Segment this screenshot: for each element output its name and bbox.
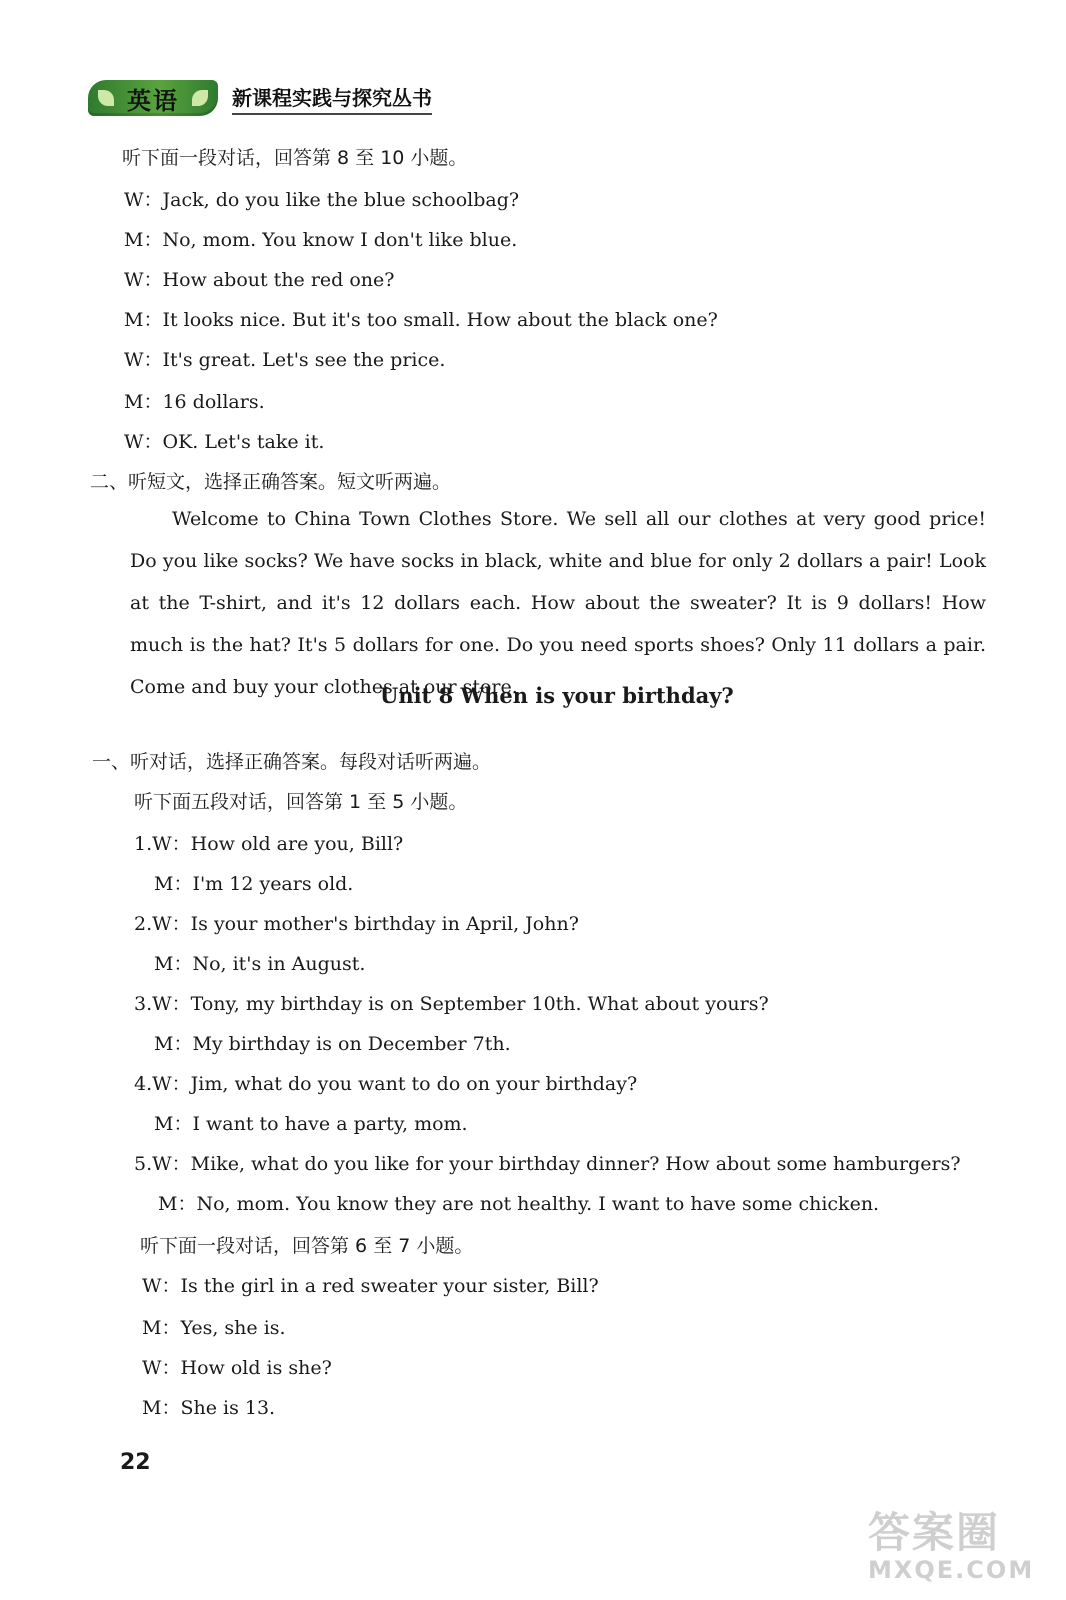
subject-label: 英语 [127, 86, 179, 115]
question-line: 5.W：Mike, what do you like for your birthday dinner? How about some hamburgers? [134, 1153, 961, 1175]
instruction-line: 听下面一段对话，回答第 6 至 7 小题。 [140, 1235, 474, 1257]
instruction-line: 听下面五段对话，回答第 1 至 5 小题。 [134, 791, 468, 813]
leaf-icon [98, 90, 114, 106]
dialogue-line: W：OK. Let's take it. [124, 431, 325, 453]
dialogue-line: W：How old is she? [142, 1357, 332, 1379]
question-line: 3.W：Tony, my birthday is on September 10th. What about yours? [134, 993, 769, 1015]
dialogue-line: M：Yes, she is. [142, 1317, 286, 1339]
dialogue-line: W：It's great. Let's see the price. [124, 349, 446, 371]
watermark-title: 答案圈 [868, 1508, 1001, 1557]
answer-line: M：No, mom. You know they are not healthy. I want to have some chicken. [158, 1193, 880, 1215]
dialogue-line: M：It looks nice. But it's too small. How about the black one? [124, 309, 718, 331]
passage-paragraph: Welcome to China Town Clothes Store. We sell all our clothes at very good price! Do you like socks? We have socks in black, white and blue for only 2 dollars a pair! Look at the T-shirt, and it's 12 dollars each. How about the sweater? It is 9 dollars! How much is the hat? It's 5 dollars for one. Do you need sports shoes? Only 11 dollars a pair. Come and buy your clothes at our store. [130, 508, 986, 698]
dialogue-line: W：How about the red one? [124, 269, 395, 291]
section-heading: 一、听对话，选择正确答案。每段对话听两遍。 [92, 751, 492, 773]
watermark-url: MXQE.COM [868, 1556, 1035, 1584]
page-header [88, 78, 432, 118]
question-line: 2.W：Is your mother's birthday in April, John? [134, 913, 579, 935]
answer-line: M：I'm 12 years old. [154, 873, 354, 895]
page-number: 22 [120, 1450, 151, 1475]
answer-line: M：No, it's in August. [154, 953, 366, 975]
answer-line: M：My birthday is on December 7th. [154, 1033, 511, 1055]
watermark-logo [868, 1500, 1048, 1600]
unit-title: Unit 8 When is your birthday? [380, 683, 734, 708]
subject-badge [88, 80, 218, 116]
series-title: 新课程实践与探究丛书 [232, 82, 432, 115]
dialogue-line: M：No, mom. You know I don't like blue. [124, 229, 518, 251]
dialogue-line: M：She is 13. [142, 1397, 276, 1419]
answer-line: M：I want to have a party, mom. [154, 1113, 468, 1135]
leaf-icon [192, 90, 208, 106]
dialogue-line: W：Jack, do you like the blue schoolbag? [124, 189, 520, 211]
question-line: 4.W：Jim, what do you want to do on your birthday? [134, 1073, 638, 1095]
dialogue-line: W：Is the girl in a red sweater your sister, Bill? [142, 1275, 599, 1297]
section-heading: 二、听短文，选择正确答案。短文听两遍。 [90, 471, 452, 493]
instruction-line: 听下面一段对话，回答第 8 至 10 小题。 [122, 147, 468, 169]
question-line: 1.W：How old are you, Bill? [134, 833, 404, 855]
dialogue-line: M：16 dollars. [124, 391, 265, 413]
